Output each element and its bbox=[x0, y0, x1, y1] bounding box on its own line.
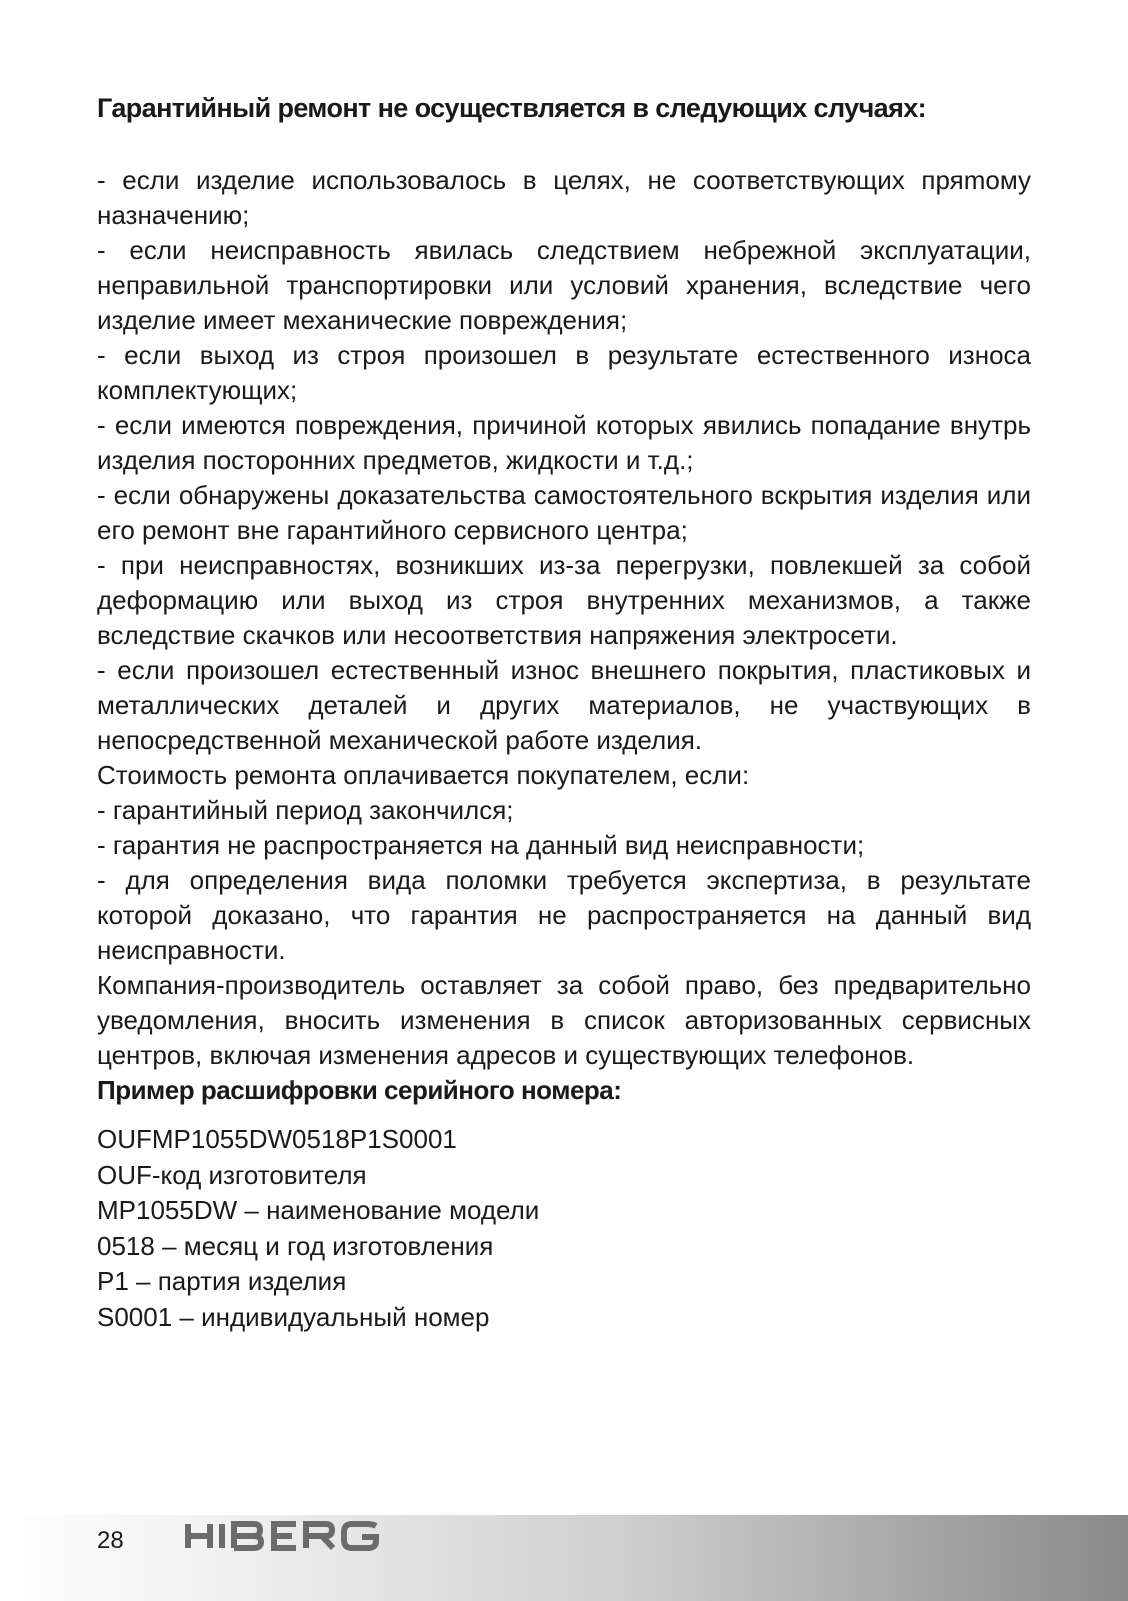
serial-line-individual: S0001 – индивидуальный номер bbox=[97, 1301, 490, 1332]
spacer bbox=[97, 128, 1031, 163]
paragraph-negligence: - если неисправность явилась следствием небрежной эксплуатации, неправильной транспортировки или условий хранения, вследствие чего изделие имеет механические повреждения; bbox=[97, 235, 1031, 335]
page-content bbox=[97, 88, 1031, 1335]
serial-number-example: OUFMP1055DW0518P1S0001 bbox=[97, 1124, 457, 1154]
paragraph-repair-cost-intro: Стоимость ремонта оплачивается покупателем, если: bbox=[97, 760, 750, 790]
hiberg-logo bbox=[185, 1521, 381, 1551]
paragraph-self-opening: - если обнаружены доказательства самостоятельного вскрытия изделия или его ремонт вне гарантийного сервисного центра; bbox=[97, 480, 1031, 545]
paragraph-period-expired: - гарантийный период закончился; bbox=[97, 795, 514, 825]
paragraph-coating-wear: - если произошел естественный износ внешнего покрытия, пластиковых и металлических деталей и других материалов, не участвующих в непосредственной механической работе изделия. bbox=[97, 655, 1031, 755]
paragraph-foreign-objects: - если имеются повреждения, причиной которых явились попадание внутрь изделия посторонних предметов, жидкости и т.д.; bbox=[97, 410, 1031, 475]
paragraph-misuse: - если изделие использовалось в целях, не соответствующих пряmому назначению; bbox=[97, 165, 1031, 230]
serial-line-date: 0518 – месяц и год изготовления bbox=[97, 1230, 494, 1261]
paragraph-expertise: - для определения вида поломки требуется экспертиза, в результате которой доказано, что гарантия не распространяется на данный вид неисправности. bbox=[97, 865, 1031, 965]
serial-line-manufacturer: OUF-код изготовителя bbox=[97, 1159, 367, 1190]
warranty-exclusions-heading: Гарантийный ремонт не осуществляется в следующих случаях: bbox=[97, 93, 927, 123]
page-number: 28 bbox=[97, 1527, 124, 1554]
paragraph-manufacturer-rights: Компания-производитель оставляет за собой право, без предварительно уведомления, вносить изменения в список авторизованных сервисных центров, включая изменения адресов и существующих телефонов. bbox=[97, 970, 1031, 1070]
paragraph-not-covered: - гарантия не распространяется на данный вид неисправности; bbox=[97, 830, 865, 860]
spacer bbox=[97, 1108, 1031, 1122]
paragraph-natural-wear: - если выход из строя произошел в результате естественного износа комплектующих; bbox=[97, 340, 1031, 405]
serial-number-heading: Пример расшифровки серийного номера: bbox=[97, 1075, 622, 1105]
footer-bar bbox=[0, 1515, 1128, 1601]
serial-line-model: MP1055DW – наименование модели bbox=[97, 1195, 540, 1225]
paragraph-overload: - при неисправностях, возникших из-за перегрузки, повлекшей за собой деформацию или выход из строя внутренних механизмов, а также вследствие скачков или несоответствия напряжения электросети. bbox=[97, 550, 1031, 650]
serial-number-list bbox=[97, 1122, 1031, 1335]
serial-line-batch: P1 – партия изделия bbox=[97, 1266, 347, 1296]
